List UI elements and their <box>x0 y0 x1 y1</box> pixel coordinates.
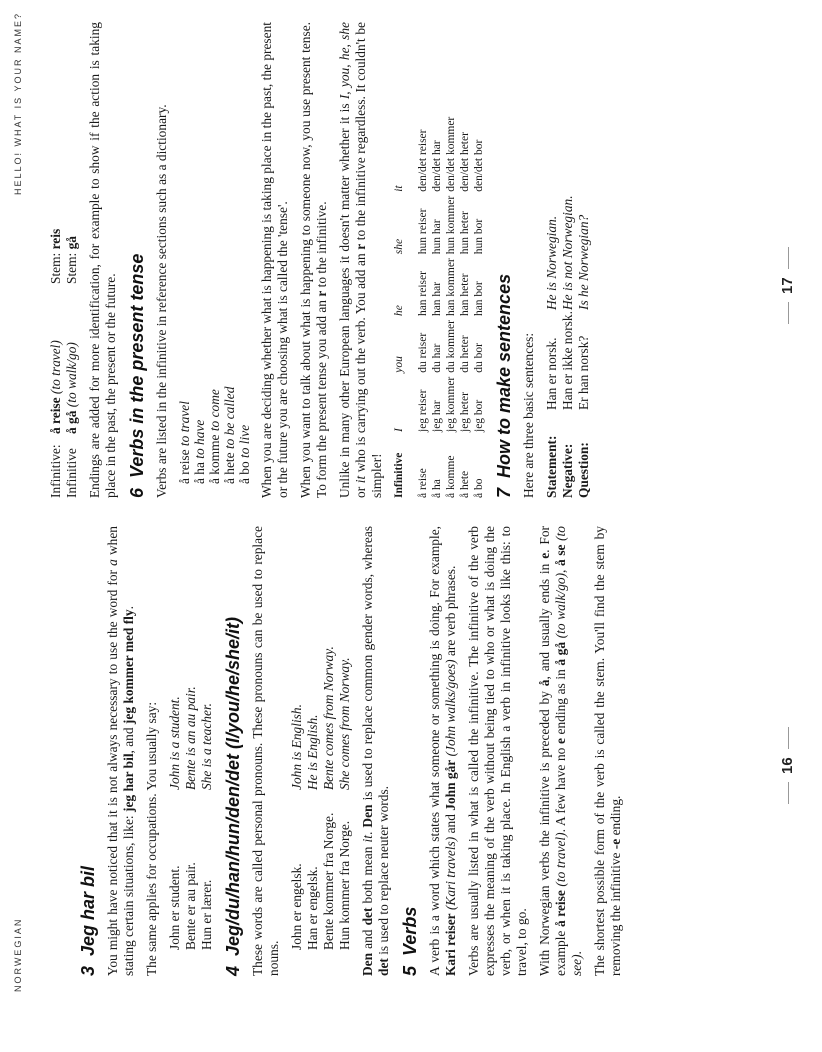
table-row: å komme jeg kommer du kommer han kommer hun kommer den/det kommer <box>445 116 457 498</box>
example-row: Bente kommer fra Norge. Bente comes from Norway. <box>321 646 336 950</box>
column-header: it <box>393 185 405 192</box>
list-item: å ha to have <box>192 419 207 484</box>
left-column <box>70 526 631 976</box>
paragraph: A verb is a word which states what someone or something is doing. For example, Kari reiser (Kari travels) and John går (John walks/goes) are verb phrases. <box>427 526 458 976</box>
section-number: 5 <box>400 965 420 976</box>
table-row: å ha jeg har du har han har hun har den/det har <box>431 140 443 498</box>
paragraph: Unlike in many other European languages it doesn't matter whether it is I, you, he, she or it who is carrying out the verb. You add an r to the infinitive regardless. It couldn't be simpler! <box>337 22 384 498</box>
sentence-examples <box>544 22 592 498</box>
section-title: Verbs in the present tense <box>127 253 147 478</box>
paragraph: The same applies for occupations. You usually say: <box>144 701 159 976</box>
paragraph: These words are called personal pronouns. These pronouns can be used to replace nouns. <box>250 526 281 976</box>
section-5-heading <box>402 526 418 976</box>
example-row: Hun er lærer. She is a teacher. <box>199 702 214 950</box>
column-header: she <box>393 238 405 255</box>
section-title: Jeg har bil <box>78 865 98 956</box>
right-column <box>48 22 597 498</box>
column-header: you <box>393 356 405 373</box>
column-header: he <box>393 305 405 317</box>
sentence-row: Question: Er han norsk? Is he Norwegian? <box>576 214 591 498</box>
section-number: 3 <box>78 965 98 976</box>
sentence-row: Statement: Han er norsk. He is Norwegian. <box>544 215 559 498</box>
example-row: John er engelsk. John is English. <box>289 704 304 950</box>
running-head-right: HELLO! WHAT IS YOUR NAME? <box>13 12 23 196</box>
section-6-heading <box>129 22 145 498</box>
list-item: å komme to come <box>207 389 222 484</box>
example-row: Han er engelsk. He is English. <box>305 714 320 950</box>
example-list <box>289 526 353 950</box>
table-row: å reise jeg reiser du reiser han reiser hun reiser den/det reiser <box>417 129 429 498</box>
paragraph: When you want to talk about what is happening to someone now, you use present tense. To form the present tense you add an r to the infinitive. <box>298 22 329 498</box>
page-number-right: 17 <box>780 239 796 332</box>
section-number: 6 <box>127 487 147 498</box>
conjugation-table <box>392 113 486 498</box>
column-header: I <box>393 428 405 432</box>
running-head-left: NORWEGIAN <box>13 917 23 992</box>
paragraph: Verbs are usually listed in what is called the infinitive. The infinitive of the verb expresses the meaning of the verb without being tied to who or what is doing the verb, or when it is taking place. In English a verb in infinitive looks like this: to travel, to go. <box>466 526 529 976</box>
example-list <box>167 526 215 950</box>
infinitive-stem-row: Infinitive: å reise (to travel) Stem: reis <box>48 228 63 498</box>
section-title: Verbs <box>400 906 420 956</box>
table-header-row <box>392 113 416 498</box>
left-page <box>0 522 822 1022</box>
list-item: å hete to be called <box>222 386 237 484</box>
table-row: å bo jeg bor du bor han bor hun bor den/det bor <box>473 139 485 498</box>
section-3-heading <box>80 526 96 976</box>
page-number-left: 16 <box>780 719 796 812</box>
table-row: å hete jeg heter du heter han heter hun heter den/det heter <box>459 132 471 498</box>
section-title: How to make sentences <box>494 273 514 478</box>
section-title: Jeg/du/han/hun/den/det (I/you/he/she/it) <box>223 616 243 956</box>
section-7-heading <box>496 22 512 498</box>
paragraph: Endings are added for more identification, for example to show if the action is taking place in the past, the present or the future. <box>87 22 118 498</box>
list-item: å bo to live <box>237 424 252 484</box>
paragraph: The shortest possible form of the verb is called the stem. You'll find the stem by removing the infinitive -e ending. <box>592 526 623 976</box>
infinitive-stem-row: Infinitive å gå (to walk/go) Stem: gå <box>64 236 79 498</box>
column-header: Infinitive <box>393 452 405 498</box>
paragraph: When you are deciding whether what is happening is taking place in the past, the present or the future you are choosing what is called the 'tense'. <box>259 22 290 498</box>
infinitive-list <box>177 22 252 484</box>
paragraph: You might have noticed that it is not always necessary to use the word for a when stating certain situations, like: jeg har bil, and jeg kommer med fly. <box>105 526 136 976</box>
example-row: Bente er au pair. Bente is an au pair. <box>183 686 198 950</box>
paragraph: Den and det both mean it. Den is used to replace common gender words, whereas det is used to replace neuter words. <box>360 525 391 976</box>
section-number: 4 <box>223 965 243 976</box>
paragraph: Here are three basic sentences: <box>521 332 536 498</box>
sentence-row: Negative: Han er ikke norsk. He is not Norwegian. <box>560 195 575 498</box>
section-4-heading <box>225 526 241 976</box>
example-row: John er student. John is a student. <box>167 696 182 950</box>
paragraph: Verbs are listed in the infinitive in reference sections such as a dictionary. <box>154 104 169 498</box>
paragraph: With Norwegian verbs the infinitive is preceded by å, and usually ends in e. For example å reise (to travel). A few have no e ending as in å gå (to walk/go), å se (to see). <box>537 526 584 976</box>
list-item: å reise to travel <box>177 401 192 484</box>
right-page <box>0 12 822 512</box>
section-number: 7 <box>494 487 514 498</box>
example-row: Hun kommer fra Norge. She comes from Norway. <box>337 657 352 950</box>
